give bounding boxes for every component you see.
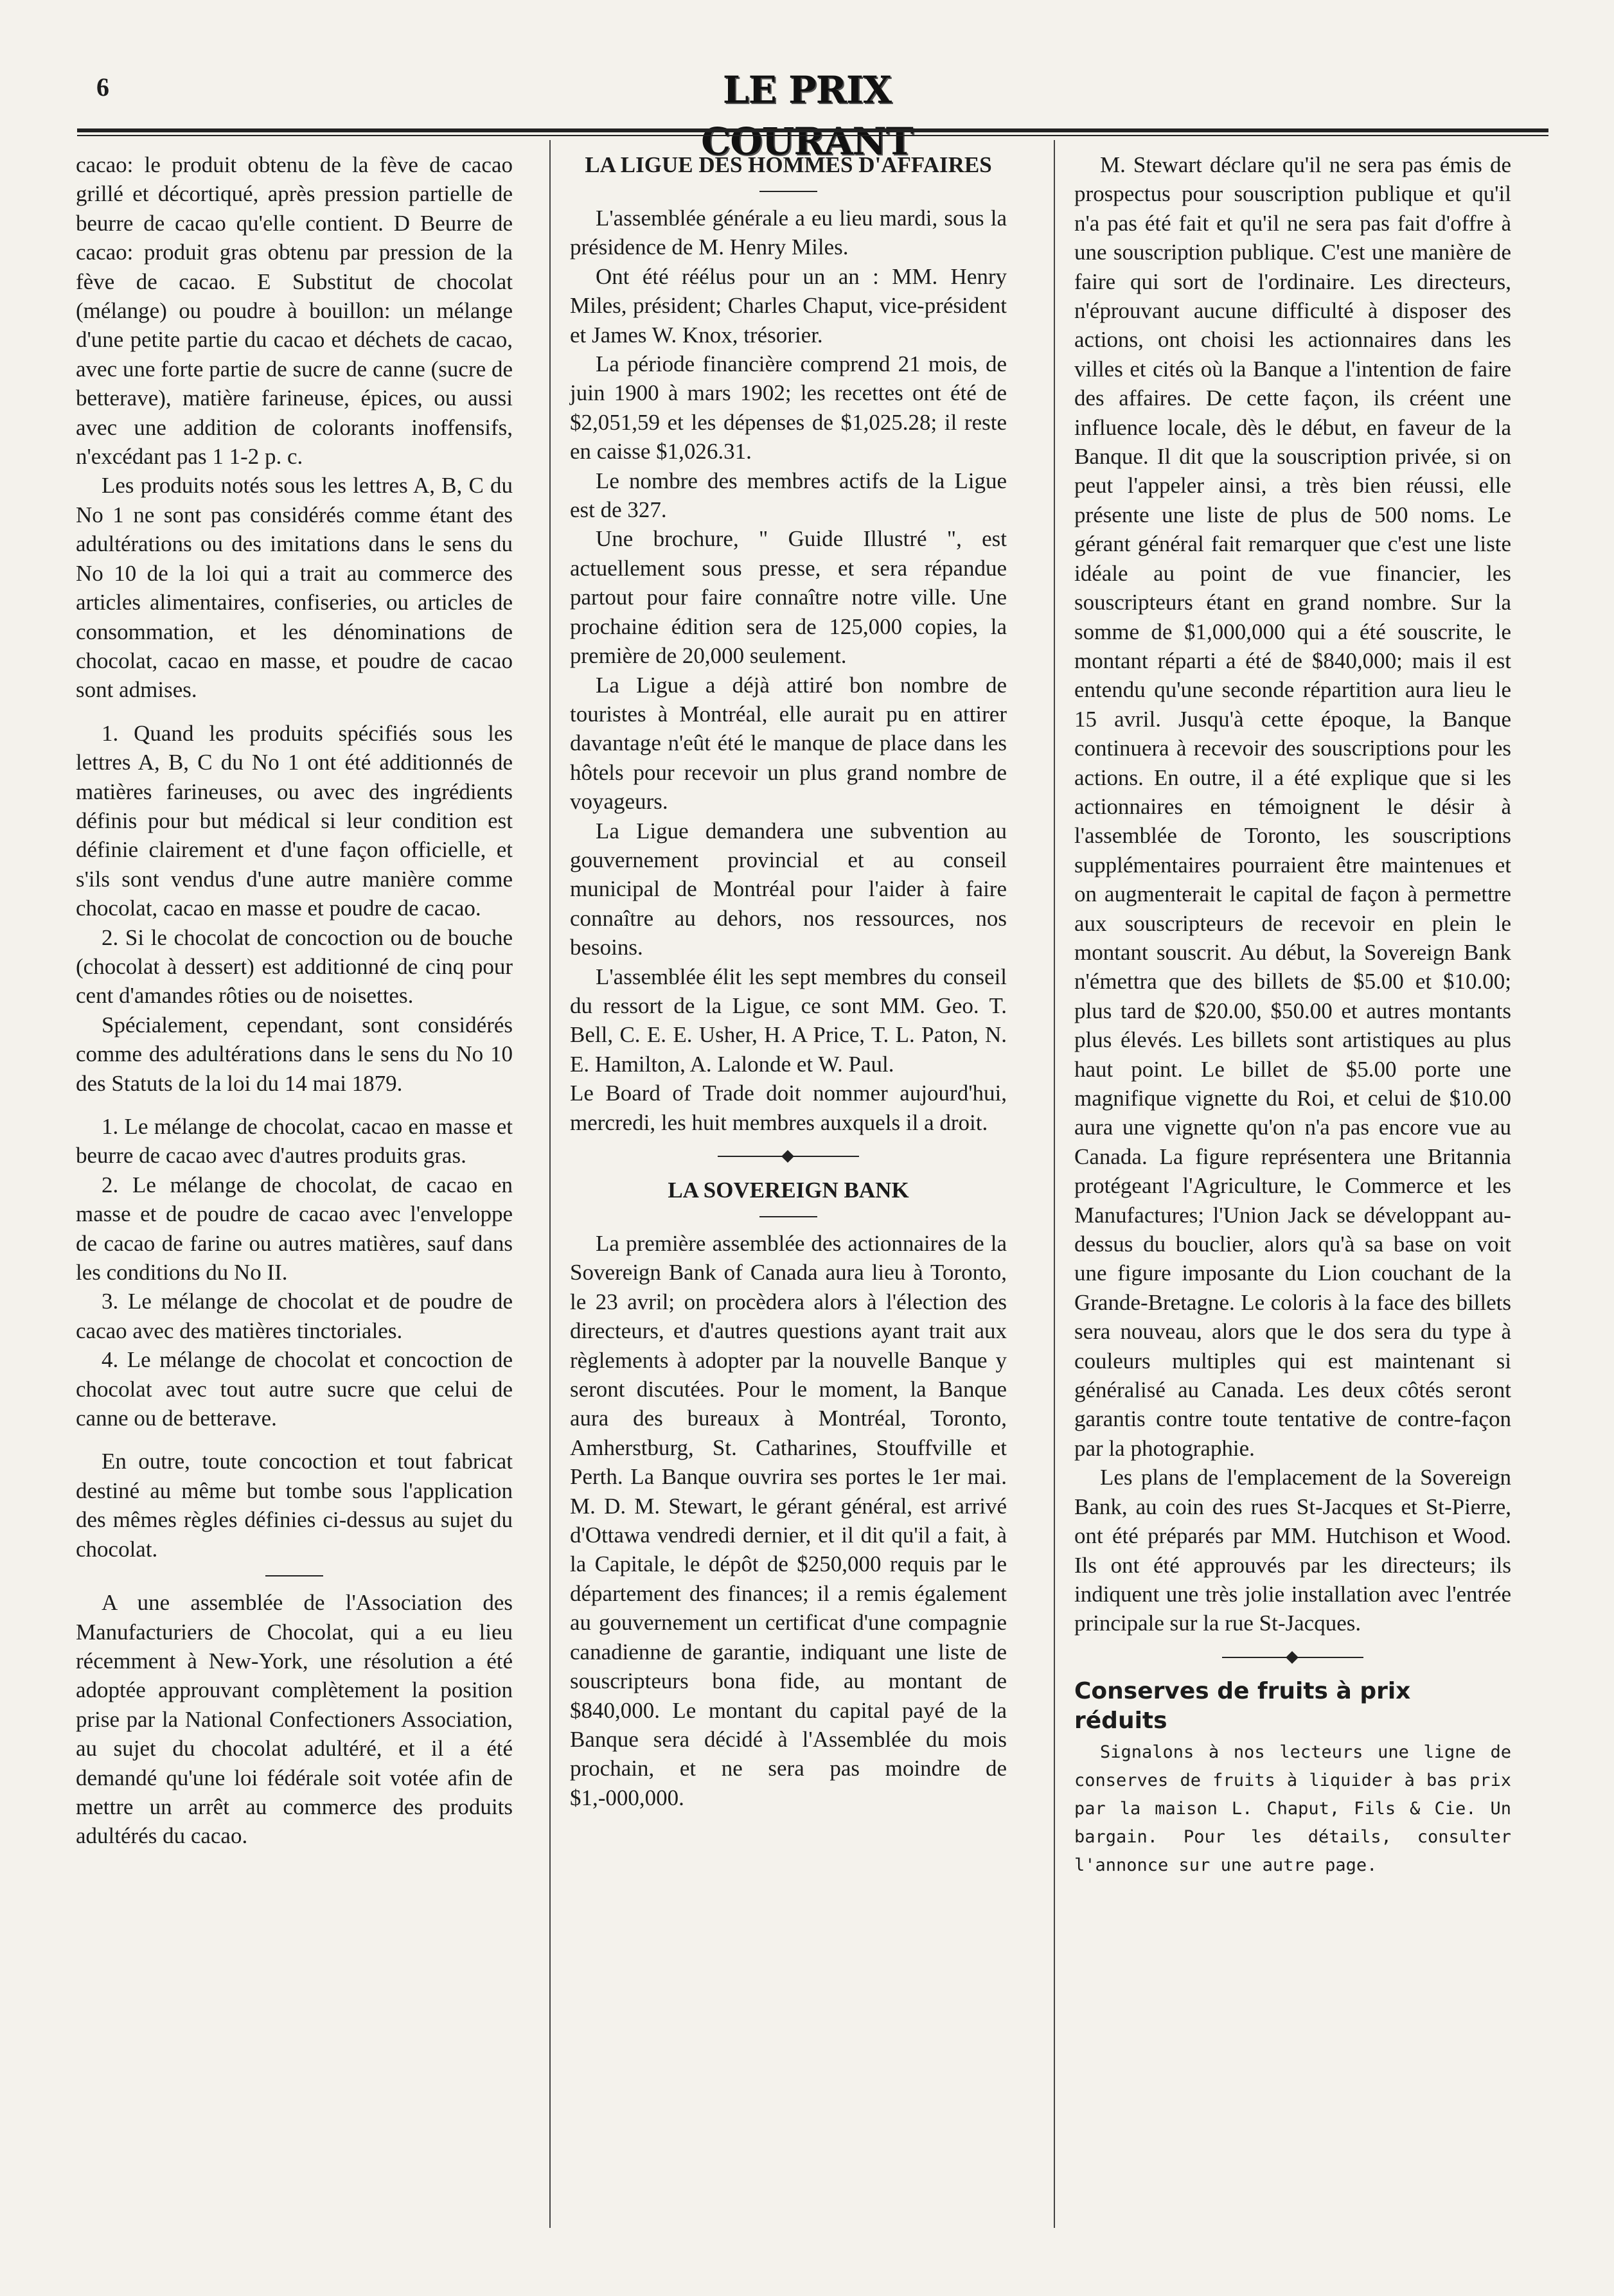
column-3 (1074, 150, 1511, 1880)
paragraph: La période financière comprend 21 mois, de juin 1900 à mars 1902; les recettes ont été de $2,051,59 et les dépenses de $1,025.28; il reste en caisse $1,026.31. (570, 351, 1007, 464)
paragraph: 3. Le mélange de chocolat et de poudre de cacao avec des matières tinctoriales. (76, 1289, 513, 1343)
paragraph: M. Stewart déclare qu'il ne sera pas émis de prospectus pour souscription publique et qu'il n'a pas été fait et qu'il ne sera pas fait d'offre à une souscription publique. C'est une manière de faire qui sort de l'ordinaire. Les directeurs, n'éprouvant aucune difficulté à disposer des actions, ont choisi les actionnaires dans les villes et cités où la Banque a l'intention de faire des affaires. De cette façon, ils créent une influence locale, dès le début, en faveur de la Banque. Il dit que la souscription privée, si on peut l'appeler ainsi, a très bien réussi, elle présente une liste de plus de 500 noms. Le gérant général fait remarquer que c'est une liste idéale au point de vue financier, les souscripteurs étant en grand nombre. Sur la somme de $1,000,000 qui a été souscrite, le montant réparti a été de $840,000; mais il est entendu qu'une seconde répartition aura lieu le 15 avril. Jusqu'à cette époque, la Banque continuera à recevoir des souscriptions pour les actions. En outre, il a été explique que si les actionnaires en témoignent le désir à l'assemblée de Toronto, les souscriptions supplémentaires pourraient être maintenues et on augmenterait le capital de façon à permettre aux souscripteurs de recevoir en plein le montant souscrit. Au début, la Sovereign Bank n'émettra que des billets de $5.00 et $10.00; plus tard de $20.00, $50.00 et autres montants plus élevés. Les billets sont artistiques au plus haut point. Le billet de $5.00 porte une magnifique vignette du Roi, et celui de $10.00 aura une vignette qu'on n'a pas encore vue au Canada. La figure représentera une Britannia protégeant l'Agriculture, le Commerce et les Manufactures; l'Union Jack se développant au-dessus du bouclier, alors qu'à sa base on voit une figure imposante du Lion couchant de la Grande-Bretagne. Le coloris à la face des billets sera nouveau, alors que le dos sera du type à couleurs multiples qui est maintenant si généralisé au Canada. Les deux côtés seront garantis contre toute tentative de contre-façon par la photographie. (1074, 152, 1511, 1461)
advertisement-body (1074, 1738, 1511, 1880)
column-2 (570, 150, 1007, 1812)
paragraph: A une assemblée de l'Association des Manufacturiers de Chocolat, qui a eu lieu récemment à New-York, une résolution a été adoptée approuvant complètement la position prise par la National Confectioners Association, au sujet du chocolat adultéré, et il a été demandé qu'une loi fédérale soit votée afin de mettre un arrêt au commerce des produits adultérés du cacao. (76, 1590, 513, 1849)
paragraph: Les plans de l'emplacement de la Sovereign Bank, au coin des rues St-Jacques et St-Pierre, ont été préparés par MM. Hutchison et Wood. Ils ont été approuvés par les directeurs; ils indiquent une très jolie installation avec l'entrée principale sur la rue St-Jacques. (1074, 1465, 1511, 1636)
paragraph: Spécialement, cependant, sont considérés comme des adultérations dans le sens du No 10 des Statuts de la loi du 14 mai 1879. (76, 1012, 513, 1096)
paragraph: La Ligue demandera une subvention au gouvernement provincial et au conseil municipal de Montréal pour l'aider à faire connaître au dehors, nos ressources, nos besoins. (570, 818, 1007, 960)
column-divider (549, 140, 551, 2228)
paragraph: 2. Le mélange de chocolat, de cacao en masse et de poudre de cacao avec l'enveloppe de cacao de farine ou autres matières, sauf dans les conditions du No II. (76, 1172, 513, 1285)
advertisement-title: Conserves de fruits à prix réduits (1074, 1677, 1411, 1734)
ornamental-rule (718, 1150, 859, 1163)
paragraph: La Ligue a déjà attiré bon nombre de touristes à Montréal, elle aurait pu en attirer davantage n'eût été le manque de place dans les hôtels pour recevoir un plus grand nombre de voyageurs. (570, 672, 1007, 815)
paragraph: Les produits notés sous les lettres A, B, C du No 1 ne sont pas considérés comme étant des adultérations ou des imitations dans le sens du No 10 de la loi qui a trait au commerce des articles alimentaires, confiseries, ou articles de consommation, et les dénominations de chocolat, cacao en masse, et poudre de cacao sont admises. (76, 473, 513, 703)
paragraph: 1. Quand les produits spécifiés sous les lettres A, B, C du No 1 ont été additionnés de matières farineuses, ou avec des ingrédients définis pour but médical si leur condition est définie clairement et d'une façon officielle, et s'ils sont vendus d'une autre manière comme chocolat, cacao en masse et poudre de cacao. (76, 720, 513, 921)
paragraph: cacao: le produit obtenu de la fève de cacao grillé et décortiqué, après pression partielle de beurre de cacao qu'elle contient. D Beurre de cacao: produit gras obtenu par pression de la fève de cacao. E Substitut de chocolat (mélange) ou poudre à bouillon: un mélange d'une petite partie du cacao et déchets de cacao, avec une forte partie de sucre de canne (sucre de betterave), matière farineuse, épices, ou aussi avec une addition de colorants inoffensifs, n'excédant pas 1 1-2 p. c. (76, 152, 513, 470)
ornamental-rule (1222, 1651, 1363, 1664)
section-rule (759, 191, 817, 192)
paragraph: 1. Le mélange de chocolat, cacao en masse et beurre de cacao avec d'autres produits gras. (76, 1114, 513, 1169)
paragraph: Le nombre des membres actifs de la Ligue est de 327. (570, 468, 1007, 523)
paragraph: L'assemblée générale a eu lieu mardi, sous la présidence de M. Henry Miles. (570, 206, 1007, 260)
masthead-rule (77, 128, 1548, 136)
column-divider (1054, 140, 1055, 2228)
paragraph: L'assemblée élit les sept membres du conseil du ressort de la Ligue, ce sont MM. Geo. T. Bell, C. E. E. Usher, H. A Price, T. L. Paton, N. E. Hamilton, A. Lalonde et W. Paul. (570, 964, 1007, 1077)
article-heading: LA SOVEREIGN BANK (668, 1178, 909, 1203)
paragraph: Une brochure, " Guide Illustré ", est actuellement sous presse, et sera répandue partout pour faire connaître notre ville. Une prochaine édition sera de 125,000 copies, la première de 20,000 seulement. (570, 526, 1007, 669)
paragraph: Le Board of Trade doit nommer aujourd'hui, mercredi, les huit membres auxquels il a droit. (570, 1081, 1007, 1135)
section-rule (265, 1575, 323, 1576)
paragraph: En outre, toute concoction et tout fabricat destiné au même but tombe sous l'application des mêmes règles définies ci-dessus au sujet du chocolat. (76, 1449, 513, 1562)
paragraph: Signalons à nos lecteurs une ligne de conserves de fruits à liquider à bas prix par la maison L. Chaput, Fils & Cie. Un bargain. Pour les détails, consulter l'annonce sur une autre page. (1074, 1742, 1511, 1875)
paragraph: 2. Si le chocolat de concoction ou de bouche (chocolat à dessert) est additionné de cinq pour cent d'amandes rôties ou de noisettes. (76, 924, 513, 1009)
paragraph: La première assemblée des actionnaires de la Sovereign Bank of Canada aura lieu à Toronto, le 23 avril; on procèdera alors à l'élection des directeurs, et d'autres questions ayant trait aux règlements à adopter par la nouvelle Banque y seront discutées. Pour le moment, la Banque aura des bureaux à Montréal, Toronto, Amherstburg, St. Catharines, Stouffville et Perth. La Banque ouvrira ses portes le 1er mai. M. D. M. Stewart, le gérant général, est arrivé d'Ottawa vendredi dernier, et il dit qu'il a fait, à la Capitale, le dépôt de $250,000 requis par le département des finances; il a remis également au gouvernement un certificat d'une compagnie canadienne de garantie, indiquant une liste de souscripteurs bona fide, au montant de $840,000. Le montant du capital payé de la Banque sera décidé à l'Assemblée du mois prochain, et ne sera pas moindre de $1,-000,000. (570, 1231, 1007, 1810)
page-number: 6 (96, 73, 109, 102)
paragraph: 4. Le mélange de chocolat et concoction de chocolat avec tout autre sucre que celui de canne ou de betterave. (76, 1347, 513, 1431)
article-heading: LA LIGUE DES HOMMES D'AFFAIRES (585, 152, 992, 177)
masthead-logo: LE PRIX COURANT (701, 68, 913, 163)
paragraph: Ont été réélus pour un an : MM. Henry Miles, président; Charles Chaput, vice-président et James W. Knox, trésorier. (570, 263, 1007, 348)
section-rule (759, 1216, 817, 1217)
column-1 (76, 150, 513, 1851)
